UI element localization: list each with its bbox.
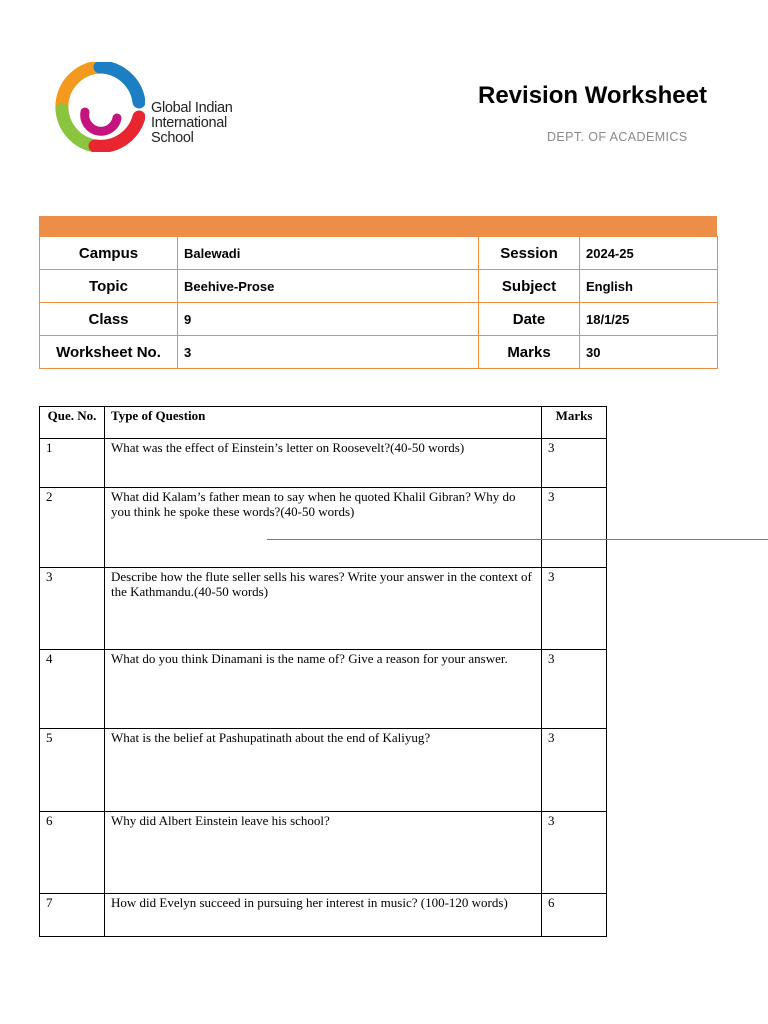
subject-label: Subject (479, 270, 580, 303)
date-value: 18/1/25 (580, 303, 718, 336)
table-row (40, 488, 607, 568)
info-row (40, 303, 718, 336)
question-text: Describe how the flute seller sells his wares? Write your answer in the context of the Kathmandu.(40-50 words) (105, 568, 542, 650)
document-title: Revision Worksheet (478, 82, 707, 109)
info-table (39, 236, 718, 369)
worksheet-value: 3 (178, 336, 479, 369)
question-number: 7 (40, 894, 105, 937)
table-row (40, 729, 607, 812)
questions-header-row (40, 407, 607, 439)
table-row (40, 650, 607, 729)
question-text: Why did Albert Einstein leave his school? (105, 812, 542, 894)
question-marks: 3 (542, 812, 607, 894)
topic-value: Beehive-Prose (178, 270, 479, 303)
table-row (40, 568, 607, 650)
question-text: What was the effect of Einstein’s letter on Roosevelt?(40-50 words) (105, 439, 542, 488)
info-header-bar (39, 216, 717, 236)
question-number: 5 (40, 729, 105, 812)
question-marks: 3 (542, 729, 607, 812)
question-number: 4 (40, 650, 105, 729)
marks-header: Marks (542, 407, 607, 439)
question-number: 6 (40, 812, 105, 894)
question-marks: 6 (542, 894, 607, 937)
worksheet-label: Worksheet No. (40, 336, 178, 369)
school-logo (55, 62, 245, 152)
question-number-header: Que. No. (40, 407, 105, 439)
question-number: 1 (40, 439, 105, 488)
marks-label: Marks (479, 336, 580, 369)
question-marks: 3 (542, 488, 607, 568)
subject-value: English (580, 270, 718, 303)
question-text: How did Evelyn succeed in pursuing her interest in music? (100-120 words) (105, 894, 542, 937)
question-marks: 3 (542, 568, 607, 650)
question-marks: 3 (542, 650, 607, 729)
marks-value: 30 (580, 336, 718, 369)
campus-value: Balewadi (178, 237, 479, 270)
question-marks: 3 (542, 439, 607, 488)
campus-label: Campus (40, 237, 178, 270)
logo-wordmark: Global Indian International School (151, 100, 233, 146)
topic-label: Topic (40, 270, 178, 303)
session-value: 2024-25 (580, 237, 718, 270)
class-value: 9 (178, 303, 479, 336)
info-row (40, 237, 718, 270)
table-row (40, 439, 607, 488)
department-label: DEPT. OF ACADEMICS (547, 130, 688, 144)
question-type-header: Type of Question (105, 407, 542, 439)
table-row (40, 894, 607, 937)
info-row (40, 336, 718, 369)
question-number: 3 (40, 568, 105, 650)
question-text: What do you think Dinamani is the name of? Give a reason for your answer. (105, 650, 542, 729)
date-label: Date (479, 303, 580, 336)
questions-table (39, 406, 607, 937)
table-row (40, 812, 607, 894)
logo-swirl-icon (55, 62, 145, 152)
class-label: Class (40, 303, 178, 336)
horizontal-rule (267, 539, 768, 540)
session-label: Session (479, 237, 580, 270)
question-text: What is the belief at Pashupatinath about the end of Kaliyug? (105, 729, 542, 812)
question-number: 2 (40, 488, 105, 568)
info-row (40, 270, 718, 303)
question-text: What did Kalam’s father mean to say when he quoted Khalil Gibran? Why do you think he spoke these words?(40-50 words) (105, 488, 542, 568)
